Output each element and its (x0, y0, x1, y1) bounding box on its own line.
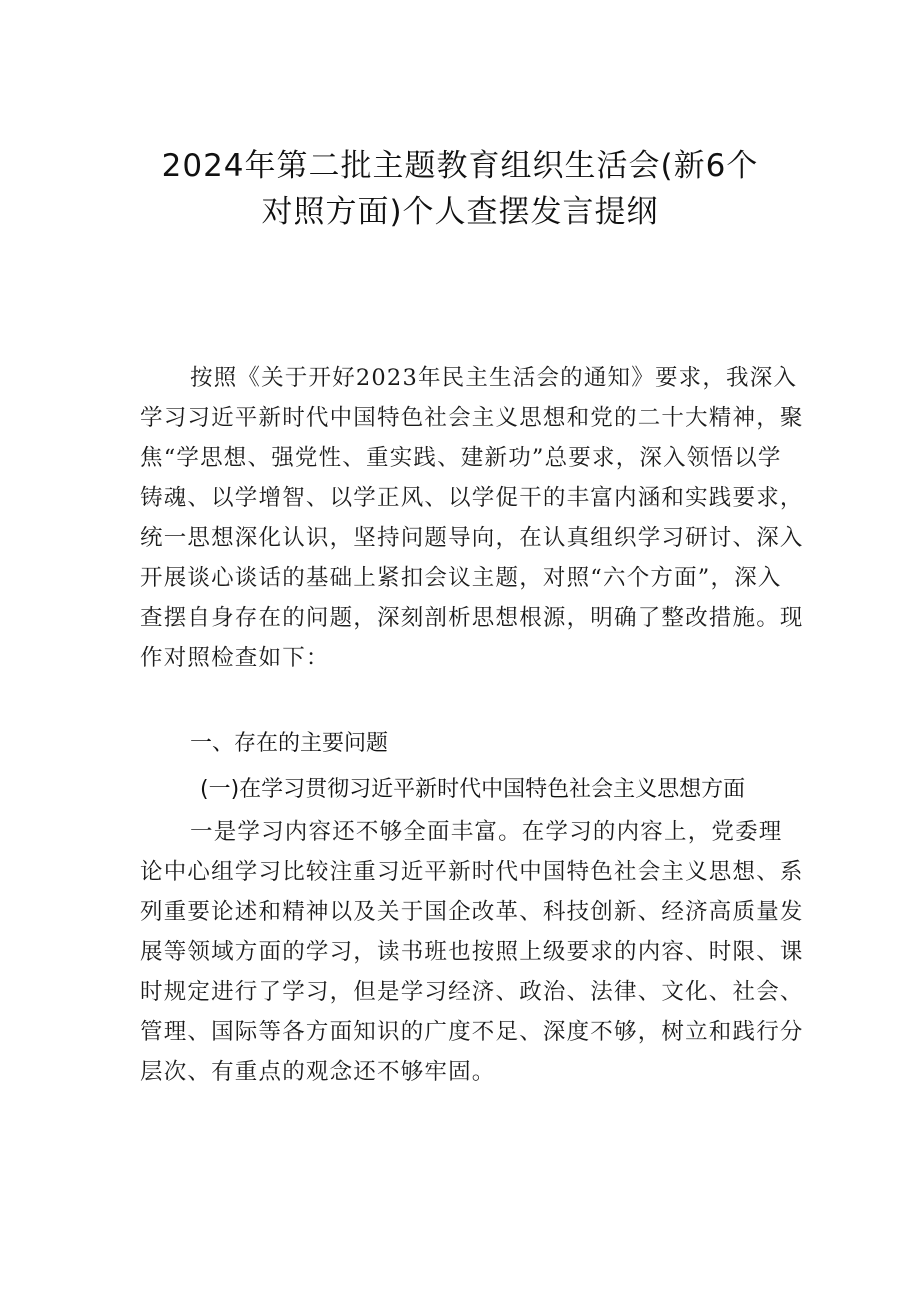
intro-paragraph (140, 358, 804, 678)
document-title-line-2: 对照方面)个人查摆发言提纲 (261, 194, 659, 230)
intro-line: 作对照检查如下： (140, 645, 330, 671)
paragraph-line: 时规定进行了学习，但是学习经济、政治、法律、文化、社会、 (140, 979, 804, 1005)
paragraph-line: 层次、有重点的观念还不够牢固。 (140, 1059, 496, 1085)
section-heading: 一、存在的主要问题 (190, 731, 389, 756)
subsection-heading: (一)在学习贯彻习近平新时代中国特色社会主义思想方面 (200, 777, 746, 802)
paragraph-line: 一是学习内容还不够全面丰富。在学习的内容上，党委理 (190, 819, 783, 845)
intro-line: 焦“学思想、强党性、重实践、建新功”总要求，深入领悟以学 (140, 445, 782, 471)
intro-line: 开展谈心谈话的基础上紧扣会议主题，对照“六个方面”，深入 (140, 565, 782, 591)
paragraph-line: 论中心组学习比较注重习近平新时代中国特色社会主义思想、系 (140, 859, 804, 885)
document-title-line-1: 2024年第二批主题教育组织生活会(新6个 (161, 148, 759, 184)
paragraph-line: 管理、国际等各方面知识的广度不足、深度不够，树立和践行分 (140, 1019, 804, 1045)
body-paragraph (140, 812, 804, 1092)
intro-line: 统一思想深化认识，坚持问题导向，在认真组织学习研讨、深入 (140, 525, 804, 551)
intro-line: 按照《关于开好2023年民主生活会的通知》要求，我深入 (190, 365, 798, 391)
paragraph-line: 列重要论述和精神以及关于国企改革、科技创新、经济高质量发 (140, 899, 804, 925)
intro-line: 查摆自身存在的问题，深刻剖析思想根源，明确了整改措施。现 (140, 605, 804, 631)
paragraph-line: 展等领域方面的学习，读书班也按照上级要求的内容、时限、课 (140, 939, 804, 965)
intro-line: 学习习近平新时代中国特色社会主义思想和党的二十大精神，聚 (140, 405, 804, 431)
intro-line: 铸魂、以学增智、以学正风、以学促干的丰富内涵和实践要求， (140, 485, 804, 511)
